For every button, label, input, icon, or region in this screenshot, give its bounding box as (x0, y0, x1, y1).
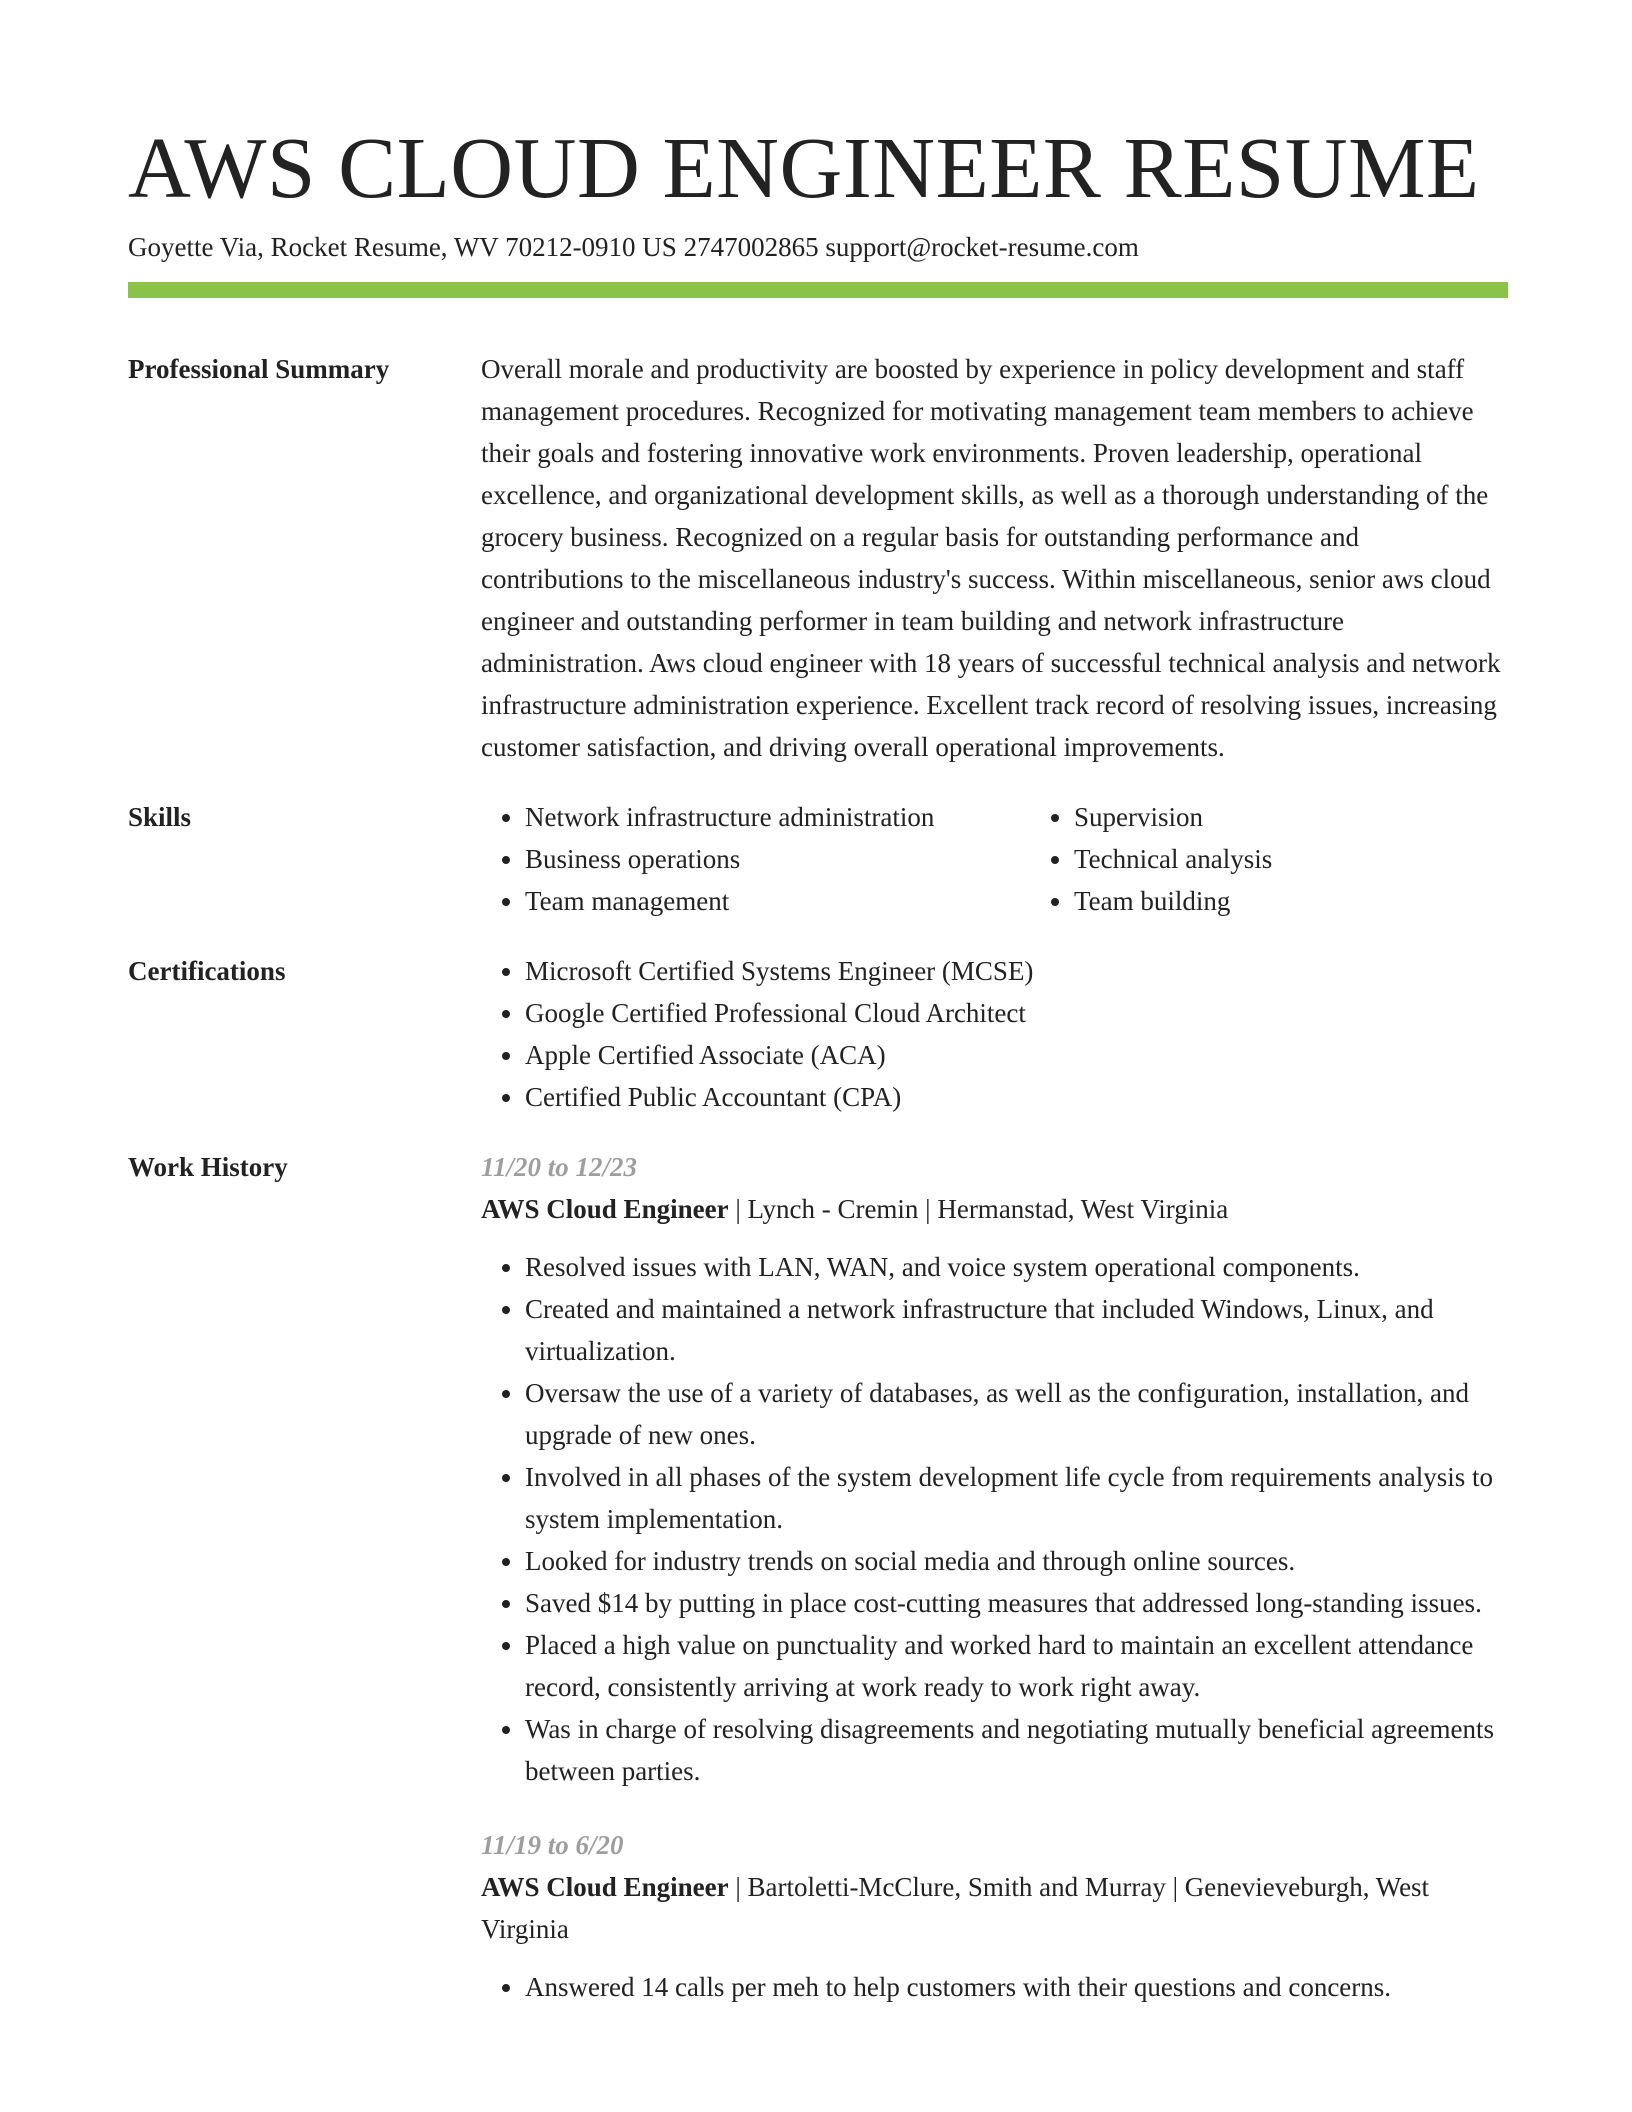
certifications-section (128, 950, 1508, 1118)
section-content (481, 950, 1508, 1118)
job-heading (481, 1188, 1508, 1230)
skills-column-1 (481, 796, 1030, 922)
job-entry (481, 1146, 1508, 1792)
job-heading (481, 1866, 1508, 1950)
job-bullet: • Placed a high value on punctuality and worked hard to maintain an excellent attendance record, consistently arriving at work ready to work right away. (525, 1624, 1508, 1708)
job-title: AWS Cloud Engineer (481, 1872, 729, 1902)
skill-item: • Team management (525, 880, 1030, 922)
accent-divider (128, 282, 1508, 298)
skill-item: • Business operations (525, 838, 1030, 880)
job-bullet: • Resolved issues with LAN, WAN, and voice system operational components. (525, 1246, 1508, 1288)
skills-column-2 (1030, 796, 1579, 922)
skill-item: • Supervision (1074, 796, 1579, 838)
certification-item: • Certified Public Accountant (CPA) (525, 1076, 1508, 1118)
job-bullet: • Created and maintained a network infrastructure that included Windows, Linux, and virtualization. (525, 1288, 1508, 1372)
resume-title: AWS CLOUD ENGINEER RESUME (128, 119, 1480, 216)
summary-section (128, 348, 1508, 768)
job-details: | Bartoletti-McClure, Smith and Murray | Genevieveburgh, West Virginia (481, 1872, 1430, 1944)
job-bullet: • Saved $14 by putting in place cost-cutting measures that addressed long-standing issues. (525, 1582, 1508, 1624)
job-bullet: • Was in charge of resolving disagreements and negotiating mutually beneficial agreements between parties. (525, 1708, 1508, 1792)
skill-item: • Network infrastructure administration (525, 796, 1030, 838)
work-history-section (128, 1146, 1508, 2008)
job-bullet: • Oversaw the use of a variety of databases, as well as the configuration, installation, and upgrade of new ones. (525, 1372, 1508, 1456)
job-bullet: • Answered 14 calls per meh to help customers with their questions and concerns. (525, 1966, 1508, 2008)
skill-item: • Technical analysis (1074, 838, 1579, 880)
resume-page (128, 118, 1508, 2008)
certification-item: • Apple Certified Associate (ACA) (525, 1034, 1508, 1076)
job-bullets (481, 1966, 1508, 2008)
section-content (481, 1146, 1508, 2008)
job-dates: 11/19 to 6/20 (481, 1830, 624, 1860)
section-label: Work History (128, 1152, 288, 1182)
section-label: Skills (128, 802, 192, 832)
certifications-list (481, 950, 1508, 1118)
job-bullet: • Involved in all phases of the system development life cycle from requirements analysis to system implementation. (525, 1456, 1508, 1540)
job-dates: 11/20 to 12/23 (481, 1152, 638, 1182)
job-title: AWS Cloud Engineer (481, 1194, 729, 1224)
section-label: Certifications (128, 956, 286, 986)
contact-info: Goyette Via, Rocket Resume, WV 70212-0910 US 2747002865 support@rocket-resume.com (128, 232, 1139, 262)
skills-list (481, 796, 1579, 922)
skills-section (128, 796, 1508, 922)
section-label: Professional Summary (128, 354, 390, 384)
section-content (481, 348, 1508, 768)
job-details: | Lynch - Cremin | Hermanstad, West Virginia (728, 1194, 1229, 1224)
job-bullet: • Looked for industry trends on social media and through online sources. (525, 1540, 1508, 1582)
skill-item: • Team building (1074, 880, 1579, 922)
summary-text: Overall morale and productivity are boosted by experience in policy development and staff management procedures. Recognized for motivating management team members to achieve their goals and fostering innovative work environments. Proven leadership, operational excellence, and organizational development skills, as well as a thorough understanding of the grocery business. Recognized on a regular basis for outstanding performance and contributions to the miscellaneous industry's success. Within miscellaneous, senior aws cloud engineer and outstanding performer in team building and network infrastructure administration. Aws cloud engineer with 18 years of successful technical analysis and network infrastructure administration experience. Excellent track record of resolving issues, increasing customer satisfaction, and driving overall operational improvements. (481, 354, 1501, 762)
job-bullets (481, 1246, 1508, 1792)
job-entry (481, 1824, 1508, 2008)
certification-item: • Google Certified Professional Cloud Architect (525, 992, 1508, 1034)
certification-item: • Microsoft Certified Systems Engineer (MCSE) (525, 950, 1508, 992)
